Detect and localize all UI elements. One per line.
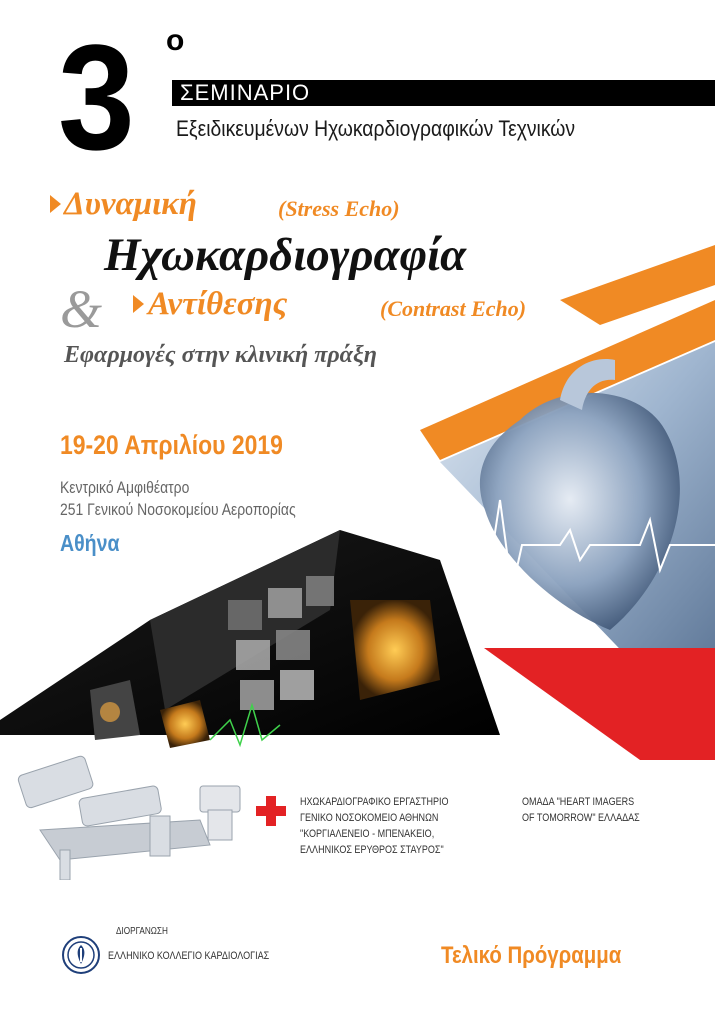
red-cross-icon bbox=[256, 796, 286, 826]
ordinal-mark: ο bbox=[166, 24, 185, 57]
group-line: ΟΜΑΔΑ "HEART IMAGERS bbox=[522, 796, 635, 808]
seminar-label: ΣΕΜΙΝΑΡΙΟ bbox=[180, 80, 311, 105]
lab-organiser bbox=[300, 794, 449, 858]
society-name: ΕΛΛΗΝΙΚΟ ΚΟΛΛΕΓΙΟ ΚΑΡΔΙΟΛΟΓΙΑΣ bbox=[108, 950, 270, 962]
title-applications: Εφαρμογές στην κλινική πράξη bbox=[64, 342, 377, 368]
title-contrast: Αντίθεσης bbox=[148, 286, 288, 322]
title-ampersand: & bbox=[60, 279, 103, 339]
lab-line: ΕΛΛΗΝΙΚΟΣ ΕΡΥΘΡΟΣ ΣΤΑΥΡΟΣ" bbox=[300, 844, 444, 856]
red-stripe bbox=[484, 648, 715, 760]
orange-triangle-icon bbox=[133, 295, 144, 313]
group-line: OF TOMORROW" ΕΛΛΑΔΑΣ bbox=[522, 812, 640, 824]
cover-artwork bbox=[0, 240, 715, 880]
title-dynamic-sub: (Stress Echo) bbox=[278, 196, 400, 221]
title-dynamic: Δυναμική bbox=[64, 186, 197, 222]
lab-line: "ΚΟΡΓΙΑΛΕΝΕΙΟ - ΜΠΕΝΑΚΕΙΟ, bbox=[300, 828, 435, 840]
ultrasound-device bbox=[200, 786, 240, 840]
final-program-label: Τελικό Πρόγραμμα bbox=[441, 942, 622, 969]
venue-line-1: Κεντρικό Αμφιθέατρο bbox=[60, 478, 190, 497]
society-seal-icon bbox=[62, 936, 100, 974]
seminar-number: 3 bbox=[58, 13, 130, 181]
event-city: Αθήνα bbox=[60, 530, 120, 556]
lab-line: ΗΧΩΚΑΡΔΙΟΓΡΑΦΙΚΟ ΕΡΓΑΣΤΗΡΙΟ bbox=[300, 796, 449, 808]
title-contrast-sub: (Contrast Echo) bbox=[380, 296, 527, 321]
ergometer-bed bbox=[17, 755, 210, 880]
lab-line: ΓΕΝΙΚΟ ΝΟΣΟΚΟΜΕΙΟ ΑΘΗΝΩΝ bbox=[300, 812, 439, 824]
organisation-caption: ΔΙΟΡΓΑΝΩΣΗ bbox=[116, 926, 168, 937]
group-organiser bbox=[522, 794, 640, 826]
orange-triangle-icon bbox=[50, 195, 61, 213]
title-echocardiography: Ηχωκαρδιογραφία bbox=[104, 229, 467, 281]
venue-line-2: 251 Γενικού Νοσοκομείου Αεροπορίας bbox=[60, 500, 296, 519]
event-dates: 19-20 Απριλίου 2019 bbox=[60, 430, 283, 460]
seminar-subtitle: Εξειδικευμένων Ηχωκαρδιογραφικών Τεχνικών bbox=[176, 116, 576, 141]
